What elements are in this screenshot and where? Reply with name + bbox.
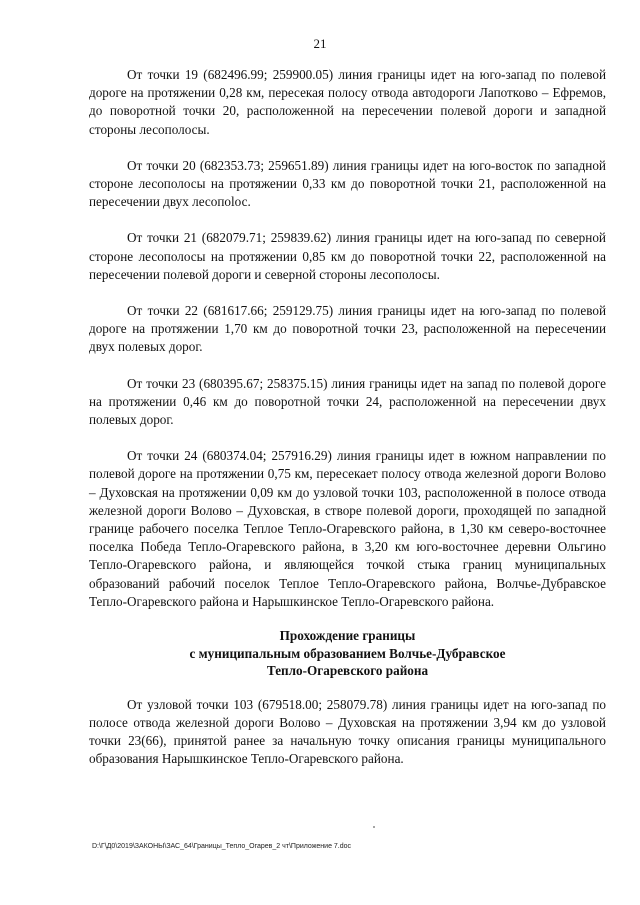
footer-file-path: D:\Г\Д0\2019\ЗАКОНЫ\ЗАС_64\Границы_Тепло_Огарев_2 чт\Приложение 7.doc [92,843,352,850]
section-heading-line-1: Прохождение границы [279,628,416,644]
paragraph-point-22: От точки 22 (681617.66; 259129.75) линия границы идет на юго-запад по полевой дороге на протяжении 1,70 км до поворотной точки 23, расположенной на пересечении двух полевых дорог. [89,303,606,355]
document-body [89,66,606,786]
paragraph-point-103: От узловой точки 103 (679518.00; 258079.78) линия границы идет на юго-запад по полосе отвода железной дороги Волово – Духовская на протяжении 3,94 км до узловой точки 23(66), принятой ранее за начальную точку описания границы муниципального образования Нарышкинское Тепло-Огаревского района. [89,696,606,767]
paragraph-point-19: От точки 19 (682496.99; 259900.05) линия границы идет на юго-запад по полевой дороге на протяжении 0,28 км, пересекая полосу отвода автодороги Лапотково – Ефремов, до поворотной точки 20, расположенной на пересечении полевой дороги и западной стороны лесополосы. [89,67,606,137]
page-number: 21 [313,36,327,51]
section-heading [89,627,606,680]
section-heading-line-3: Тепло-Огаревского района [266,663,429,679]
paragraph-point-20: От точки 20 (682353.73; 259651.89) линия границы идет на юго-восток по западной стороне лесополосы на протяжении 0,33 км до поворотной точки 21, расположенной на пересечении двух лесопolос. [89,157,606,210]
section-heading-line-2: с муниципальным образованием Волчье-Дубравское [189,645,506,661]
stray-mark [373,826,375,828]
paragraph-point-21: От точки 21 (682079.71; 259839.62) линия границы идет на юго-запад по северной стороне лесополосы на протяжении 0,85 км до поворотной точки 22, расположенной на пересечении полевой дороги и северной стороны лесополосы. [89,230,606,282]
paragraph-point-24: От точки 24 (680374.04; 257916.29) линия границы идет в южном направлении по полевой дороге на протяжении 0,75 км, пересекает полосу отвода железной дороги Волово – Духовская на протяжении 0,09 км до узловой точки 103, расположенной в полосе отвода железной дороги Волово – Духовская, в створе полевой дороги, проходящей по западной границе рабочего поселка Теплое Тепло-Огаревского района, в 1,30 км северо-восточнее поселка Победа Тепло-Огаревского района, в 3,20 км юго-восточнее деревни Ольгино Тепло-Огаревского района, и являющейся точкой стыка границ муниципальных образований рабочий поселок Теплое Тепло-Огаревского района, Волчье-Дубравское Тепло-Огаревского района и Нарышкинское Тепло-Огаревского района. [89,448,606,609]
paragraph-point-23: От точки 23 (680395.67; 258375.15) линия границы идет на запад по полевой дороге на протяжении 0,46 км до поворотной точки 24, расположенной на пересечении двух полевых дорог. [89,375,606,428]
